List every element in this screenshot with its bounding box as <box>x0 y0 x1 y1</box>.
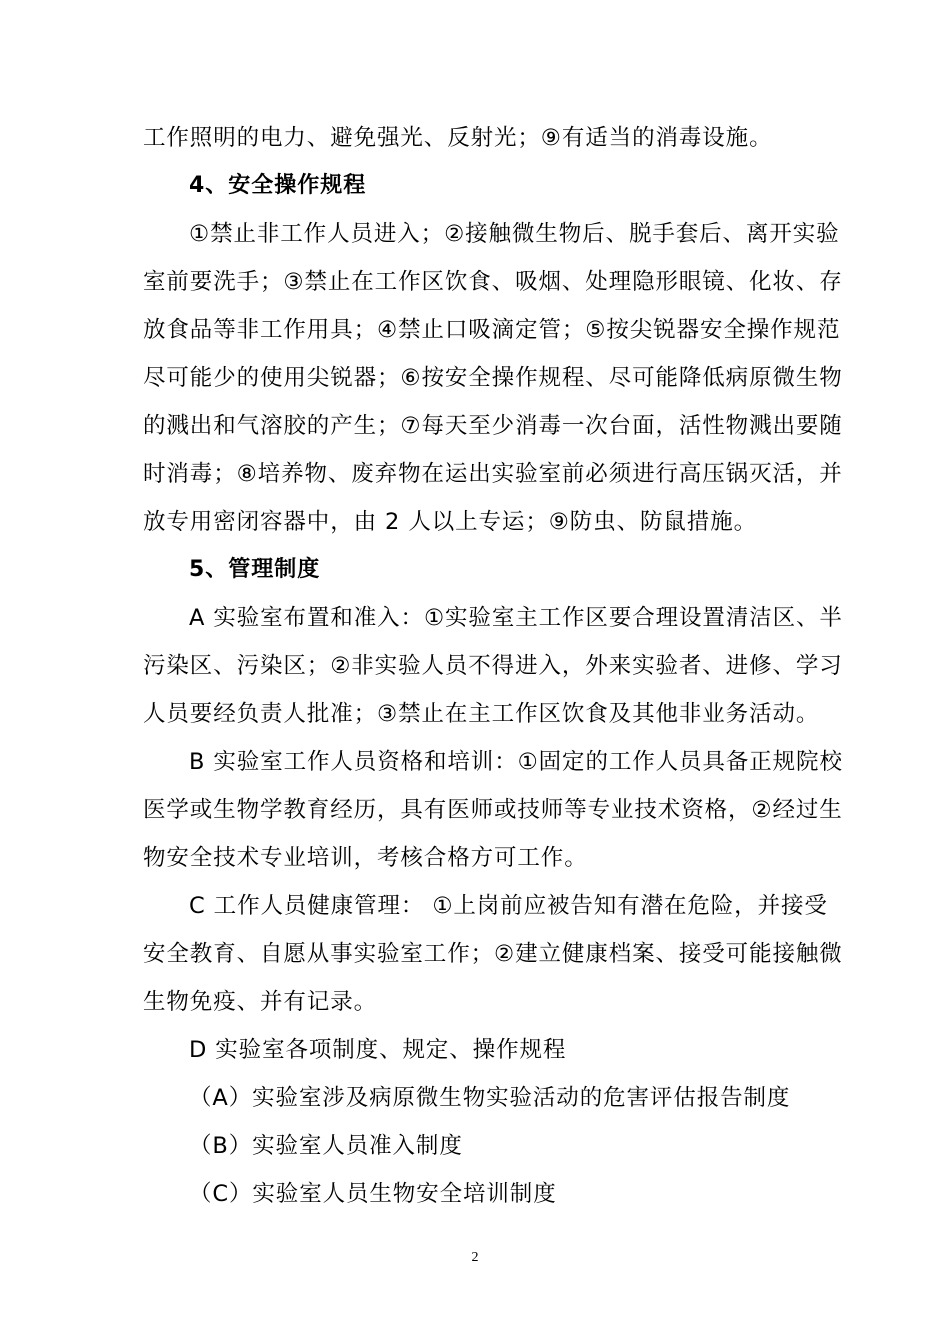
text-line: （A）实验室涉及病原微生物实验活动的危害评估报告制度 <box>189 1085 791 1111</box>
text-line: D 实验室各项制度、规定、操作规程 <box>189 1037 567 1063</box>
text-line: 室前要洗手；③禁止在工作区饮食、吸烟、处理隐形眼镜、化妆、存 <box>143 269 843 295</box>
section-heading: 5、管理制度 <box>189 557 321 582</box>
page-number: 2 <box>471 1250 479 1265</box>
text-line: 安全教育、自愿从事实验室工作；②建立健康档案、接受可能接触微 <box>143 941 843 967</box>
text-line: 污染区、污染区；②非实验人员不得进入，外来实验者、进修、学习 <box>143 653 843 679</box>
text-line: C 工作人员健康管理： ①上岗前应被告知有潜在危险，并接受 <box>189 893 828 919</box>
text-line: ①禁止非工作人员进入；②接触微生物后、脱手套后、离开实验 <box>189 221 840 247</box>
text-line: 生物免疫、并有记录。 <box>143 989 378 1015</box>
text-line: 时消毒；⑧培养物、废弃物在运出实验室前必须进行高压锅灭活，并 <box>143 461 843 487</box>
text-line: 工作照明的电力、避免强光、反射光；⑨有适当的消毒设施。 <box>143 125 773 151</box>
text-line: A 实验室布置和准入：①实验室主工作区要合理设置清洁区、半 <box>189 605 843 631</box>
text-line: 医学或生物学教育经历，具有医师或技师等专业技术资格，②经过生 <box>143 797 843 823</box>
text-line: （C）实验室人员生物安全培训制度 <box>189 1181 557 1207</box>
page-body-text <box>143 114 843 1218</box>
text-line: 人员要经负责人批准；③禁止在主工作区饮食及其他非业务活动。 <box>143 701 820 727</box>
section-heading: 4、安全操作规程 <box>189 173 367 198</box>
text-line: 尽可能少的使用尖锐器；⑥按安全操作规程、尽可能降低病原微生物 <box>143 365 843 391</box>
text-line: 放专用密闭容器中，由 2 人以上专运；⑨防虫、防鼠措施。 <box>143 509 757 535</box>
text-line: 的溅出和气溶胶的产生；⑦每天至少消毒一次台面，活性物溅出要随 <box>143 413 843 439</box>
text-line: 物安全技术专业培训，考核合格方可工作。 <box>143 845 588 871</box>
text-line: B 实验室工作人员资格和培训：①固定的工作人员具备正规院校 <box>189 749 843 775</box>
text-line: （B）实验室人员准入制度 <box>189 1133 463 1159</box>
text-line: 放食品等非工作用具；④禁止口吸滴定管；⑤按尖锐器安全操作规范 <box>143 317 841 343</box>
